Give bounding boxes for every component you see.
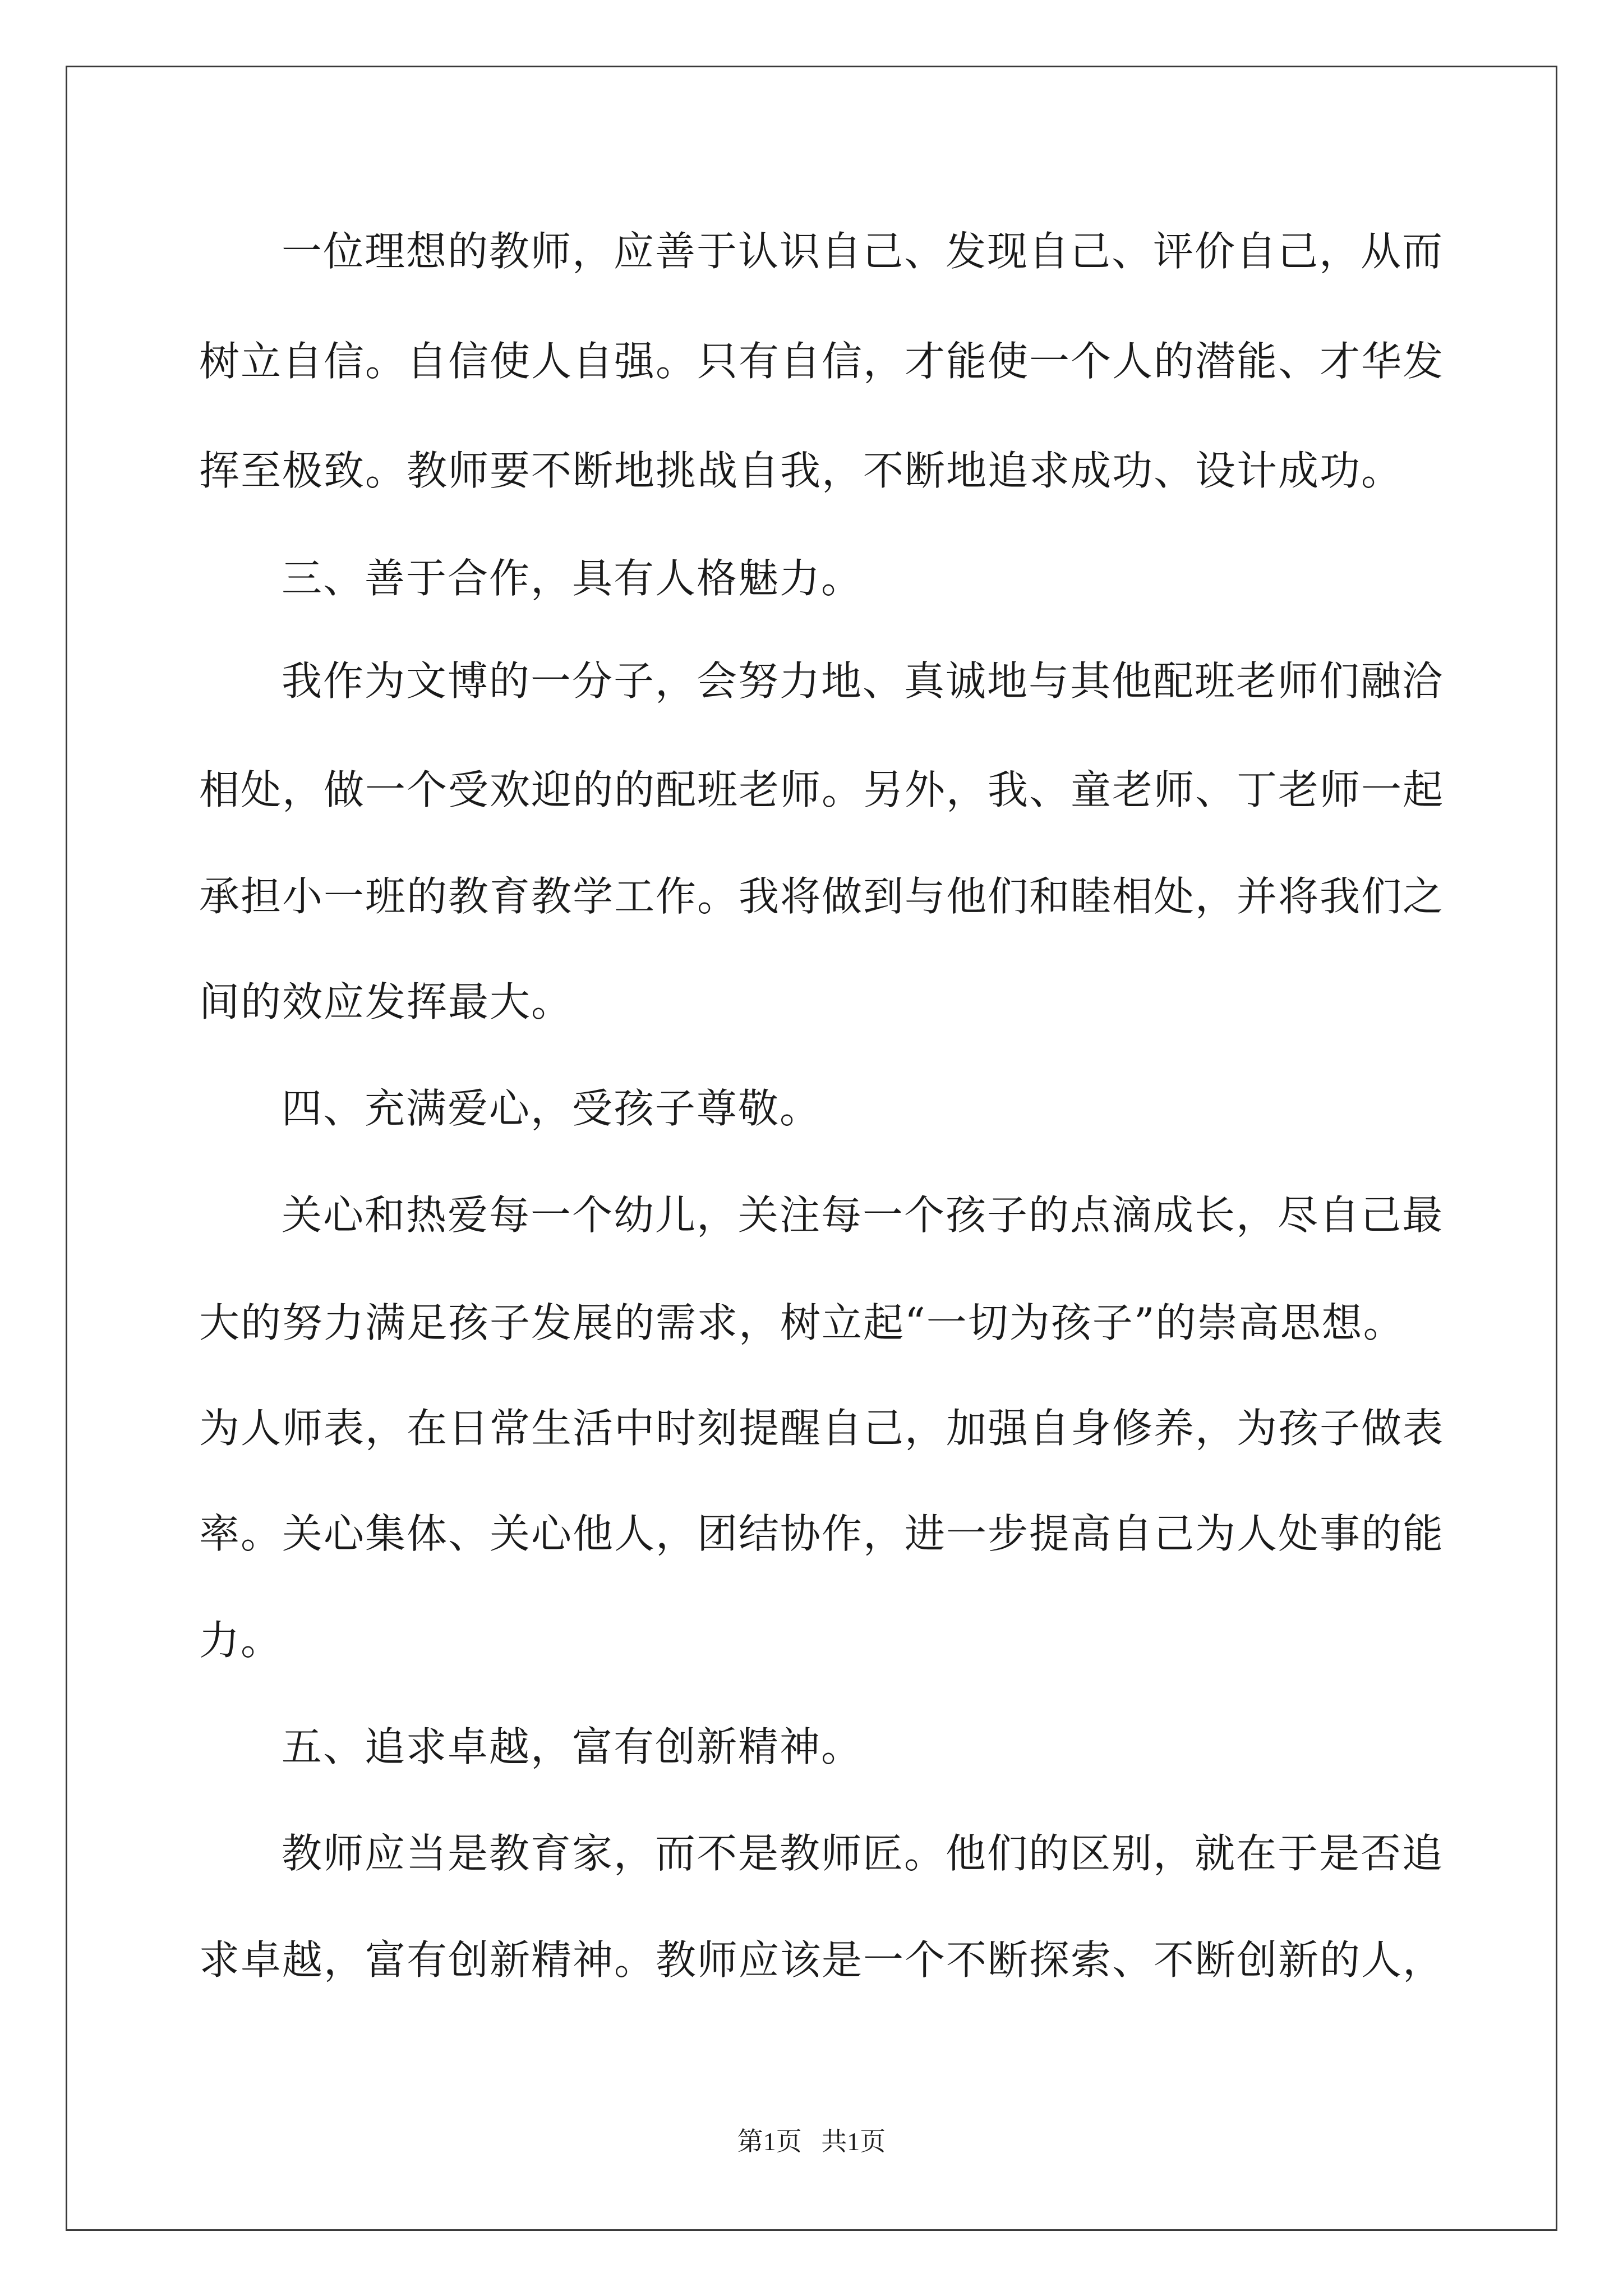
text-line-14: 力。 xyxy=(199,1617,283,1664)
text-line-10: 关心和热爱每一个幼儿，关注每一个孩子的点滴成长，尽自己最 xyxy=(282,1191,1444,1239)
text-line-16: 教师应当是教育家，而不是教师匠。他们的区别，就在于是否追 xyxy=(282,1830,1444,1877)
section-heading-5: 五、追求卓越，富有创新精神。 xyxy=(282,1723,863,1770)
text-line-12: 为人师表，在日常生活中时刻提醒自己，加强自身修养，为孩子做表 xyxy=(199,1405,1445,1452)
text-line-13: 率。关心集体、关心他人，团结协作，进一步提高自己为人处事的能 xyxy=(199,1510,1445,1557)
text-line-2: 树立自信。自信使人自强。只有自信，才能使一个人的潜能、才华发 xyxy=(199,338,1445,385)
page-border xyxy=(66,66,1557,2231)
section-heading-4: 四、充满爱心，受孩子尊敬。 xyxy=(282,1085,822,1132)
text-line-5: 我作为文博的一分子，会努力地、真诚地与其他配班老师们融洽 xyxy=(282,657,1444,705)
text-line-1: 一位理想的教师，应善于认识自己、发现自己、评价自己，从而 xyxy=(282,228,1444,275)
page-number-footer: 第1页 共1页 xyxy=(737,2127,886,2156)
text-line-3: 挥至极致。教师要不断地挑战自我，不断地追求成功、设计成功。 xyxy=(199,447,1403,494)
text-line-6: 相处，做一个受欢迎的的配班老师。另外，我、童老师、丁老师一起 xyxy=(199,766,1445,813)
text-line-7: 承担小一班的教育教学工作。我将做到与他们和睦相处，并将我们之 xyxy=(199,873,1445,920)
section-heading-3: 三、善于合作，具有人格魅力。 xyxy=(282,555,863,602)
text-line-8: 间的效应发挥最大。 xyxy=(199,978,573,1025)
text-line-17: 求卓越，富有创新精神。教师应该是一个不断探索、不断创新的人， xyxy=(199,1936,1445,1984)
text-line-11: 大的努力满足孩子发展的需求，树立起“一切为孩子”的崇高思想。 xyxy=(199,1299,1405,1346)
